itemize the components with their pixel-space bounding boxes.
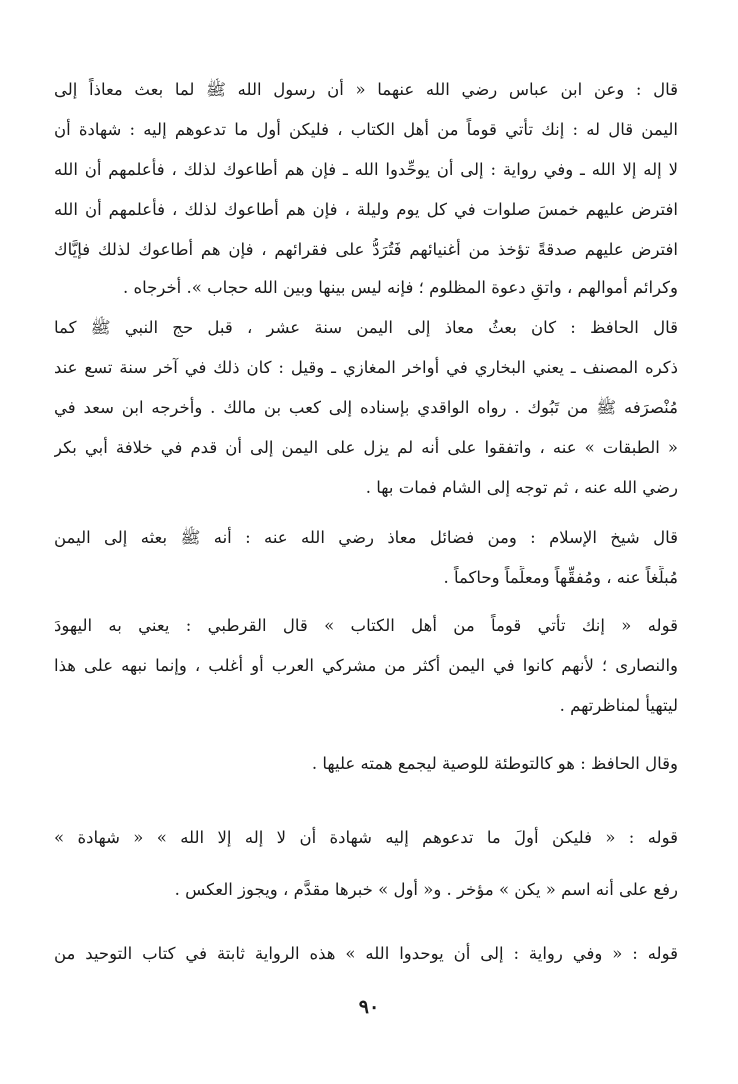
text-line: ذكره المصنف ـ يعني البخاري في أواخر المغازي ـ وقيل : كان ذلك في آخر سنة تسع عند bbox=[54, 358, 678, 377]
text-line: وكرائم أموالهم ، واتقِ دعوة المظلوم ؛ فإنه ليس بينها وبين الله حجاب ». أخرجاه . bbox=[123, 278, 678, 297]
text-line: قوله : « فليكن أولَ ما تدعوهم إليه شهادة أن لا إله إلا الله » « شهادة » bbox=[54, 828, 678, 847]
text-line: ليتهيأ لمناظرتهم . bbox=[559, 696, 678, 715]
text-line: مُنْصرَفه ﷺ من تَبُوك . رواه الواقدي بإسناده إلى كعب بن مالك . وأخرجه ابن سعد في bbox=[54, 398, 678, 417]
text-line: افترض عليهم خمسَ صلوات في كل يوم وليلة ، فإن هم أطاعوك لذلك ، فأعلمهم أن الله bbox=[54, 200, 678, 219]
text-line: « الطبقات » عنه ، واتفقوا على أنه لم يزل على اليمن إلى أن قدم في خلافة أبي بكر bbox=[54, 438, 678, 457]
text-line: قال شيخ الإسلام : ومن فضائل معاذ رضي الله عنه : أنه ﷺ بعثه إلى اليمن bbox=[54, 528, 678, 547]
text-line: لا إله إلا الله ـ وفي رواية : إلى أن يوحِّدوا الله ـ فإن هم أطاعوك لذلك ، فأعلمهم أن الله bbox=[54, 160, 678, 179]
text-line: افترض عليهم صدقةً تؤخذ من أغنيائهم فَتُرَدُّ على فقرائهم ، فإن هم أطاعوك لذلك فإيَّاك bbox=[54, 240, 678, 259]
text-line: مُبلِّغاً عنه ، ومُفقِّهاً ومعلِّماً وحاكماً . bbox=[443, 568, 678, 587]
text-line: قوله : « وفي رواية : إلى أن يوحدوا الله » هذه الرواية ثابتة في كتاب التوحيد من bbox=[54, 944, 678, 963]
text-line: والنصارى ؛ لأنهم كانوا في اليمن أكثر من مشركي العرب أو أغلب ، وإنما نبهه على هذا bbox=[54, 656, 678, 675]
text-line: قال الحافظ : كان بعثُ معاذ إلى اليمن سنة عشر ، قبل حج النبي ﷺ كما bbox=[54, 318, 678, 337]
text-line: رفع على أنه اسم « يكن » مؤخر . و« أول » خبرها مقدَّم ، ويجوز العكس . bbox=[174, 880, 678, 899]
text-line: وقال الحافظ : هو كالتوطئة للوصية ليجمع همته عليها . bbox=[311, 754, 678, 773]
text-line: قال : وعن ابن عباس رضي الله عنهما « أن رسول الله ﷺ لما بعث معاذاً إلى bbox=[54, 80, 678, 99]
text-line: اليمن قال له : إنك تأتي قوماً من أهل الكتاب ، فليكن أول ما تدعوهم إليه : شهادة أن bbox=[54, 120, 678, 139]
page-number: ٩٠ bbox=[358, 996, 380, 1018]
text-line: رضي الله عنه ، ثم توجه إلى الشام فمات بها . bbox=[365, 478, 678, 497]
text-line: قوله « إنك تأتي قوماً من أهل الكتاب » قال القرطبي : يعني به اليهودَ bbox=[54, 616, 678, 635]
